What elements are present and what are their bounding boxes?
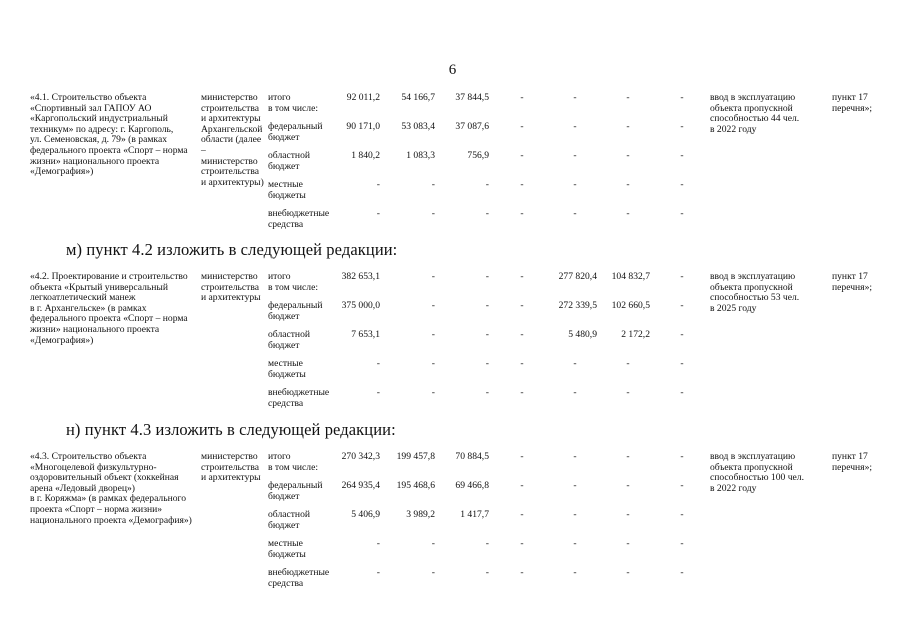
funding-value: - bbox=[431, 208, 435, 219]
funding-value: 90 171,0 bbox=[346, 121, 380, 132]
funding-value: - bbox=[573, 150, 577, 161]
funding-value: 70 884,5 bbox=[455, 451, 489, 462]
funding-value: - bbox=[680, 150, 684, 161]
funding-value: - bbox=[573, 387, 577, 398]
funding-value: 54 166,7 bbox=[401, 92, 435, 103]
funding-value: - bbox=[573, 92, 577, 103]
funding-value: - bbox=[485, 208, 489, 219]
funding-value: - bbox=[431, 329, 435, 340]
funding-source-label: областной бюджет bbox=[268, 150, 311, 172]
funding-value: - bbox=[680, 329, 684, 340]
funding-value: - bbox=[520, 480, 524, 491]
funding-value: 756,9 bbox=[467, 150, 489, 161]
list-reference: пункт 17 перечня»; bbox=[832, 451, 873, 473]
funding-source-label: внебюджетные средства bbox=[268, 567, 330, 589]
funding-source-label: внебюджетные средства bbox=[268, 208, 330, 230]
funding-value: - bbox=[431, 271, 435, 282]
funding-value: - bbox=[485, 567, 489, 578]
funding-source-label: итого в том числе: bbox=[268, 92, 319, 114]
funding-value: - bbox=[520, 358, 524, 369]
funding-value: - bbox=[376, 387, 380, 398]
funding-value: - bbox=[520, 92, 524, 103]
funding-value: 264 935,4 bbox=[341, 480, 380, 491]
funding-source-label: федеральный бюджет bbox=[268, 480, 323, 502]
funding-value: - bbox=[485, 300, 489, 311]
funding-value: - bbox=[520, 509, 524, 520]
funding-value: 5 406,9 bbox=[351, 509, 380, 520]
funding-value: 102 660,5 bbox=[611, 300, 650, 311]
funding-value: - bbox=[680, 480, 684, 491]
funding-value: 1 083,3 bbox=[406, 150, 435, 161]
funding-value: 92 011,2 bbox=[346, 92, 380, 103]
funding-value: 270 342,3 bbox=[341, 451, 380, 462]
funding-value: 37 844,5 bbox=[455, 92, 489, 103]
funding-value: - bbox=[376, 208, 380, 219]
object-description: «4.3. Строительство объекта «Многоцелевой физкультурно- оздоровительный объект (хоккейная арена «Ледовый дворец») в г. Коряжма» (в рамках федерального проекта «Спорт – норма жизни» национального проекта «Демография») bbox=[30, 451, 192, 526]
funding-value: - bbox=[680, 92, 684, 103]
funding-value: - bbox=[680, 121, 684, 132]
funding-value: 53 083,4 bbox=[401, 121, 435, 132]
funding-value: 375 000,0 bbox=[341, 300, 380, 311]
funding-value: - bbox=[573, 358, 577, 369]
funding-value: - bbox=[626, 509, 630, 520]
funding-value: 199 457,8 bbox=[396, 451, 435, 462]
object-description: «4.2. Проектирование и строительство объекта «Крытый универсальный легкоатлетический манеж в г. Архангельске» (в рамках федерального проекта «Спорт – норма жизни» национального проекта «Демография») bbox=[30, 271, 188, 346]
funding-value: - bbox=[680, 358, 684, 369]
funding-value: - bbox=[520, 538, 524, 549]
funding-value: - bbox=[626, 121, 630, 132]
funding-source-label: итого в том числе: bbox=[268, 271, 319, 293]
funding-value: - bbox=[520, 150, 524, 161]
funding-value: 272 339,5 bbox=[558, 300, 597, 311]
funding-value: - bbox=[573, 567, 577, 578]
funding-value: - bbox=[680, 300, 684, 311]
expected-result: ввод в эксплуатацию объекта пропускной способностью 100 чел. в 2022 году bbox=[710, 451, 804, 494]
funding-source-label: областной бюджет bbox=[268, 509, 311, 531]
funding-value: - bbox=[376, 358, 380, 369]
funding-value: - bbox=[680, 509, 684, 520]
funding-value: - bbox=[485, 179, 489, 190]
funding-value: - bbox=[626, 480, 630, 491]
funding-source-label: внебюджетные средства bbox=[268, 387, 330, 409]
funding-source-label: областной бюджет bbox=[268, 329, 311, 351]
funding-value: - bbox=[520, 121, 524, 132]
funding-value: - bbox=[376, 567, 380, 578]
funding-value: - bbox=[626, 92, 630, 103]
funding-value: 69 466,8 bbox=[455, 480, 489, 491]
funding-value: - bbox=[431, 538, 435, 549]
funding-value: - bbox=[680, 538, 684, 549]
funding-value: - bbox=[626, 179, 630, 190]
funding-value: 1 840,2 bbox=[351, 150, 380, 161]
funding-value: - bbox=[520, 451, 524, 462]
funding-value: - bbox=[626, 358, 630, 369]
funding-value: - bbox=[573, 121, 577, 132]
funding-value: - bbox=[520, 179, 524, 190]
funding-value: 277 820,4 bbox=[558, 271, 597, 282]
funding-source-label: федеральный бюджет bbox=[268, 300, 323, 322]
funding-source-label: местные бюджеты bbox=[268, 179, 306, 201]
funding-value: - bbox=[431, 567, 435, 578]
funding-value: 2 172,2 bbox=[621, 329, 650, 340]
funding-value: - bbox=[680, 271, 684, 282]
funding-value: - bbox=[626, 567, 630, 578]
funding-value: - bbox=[626, 387, 630, 398]
funding-source-label: итого в том числе: bbox=[268, 451, 319, 473]
funding-source-label: федеральный бюджет bbox=[268, 121, 323, 143]
section-heading: м) пункт 4.2 изложить в следующей редакции: bbox=[66, 240, 398, 259]
funding-value: - bbox=[680, 451, 684, 462]
funding-value: 3 989,2 bbox=[406, 509, 435, 520]
responsible-executor: министерство строительства и архитектуры bbox=[201, 271, 261, 304]
expected-result: ввод в эксплуатацию объекта пропускной способностью 53 чел. в 2025 году bbox=[710, 271, 800, 314]
funding-value: 5 480,9 bbox=[568, 329, 597, 340]
funding-value: - bbox=[485, 271, 489, 282]
funding-value: - bbox=[485, 329, 489, 340]
funding-value: - bbox=[520, 271, 524, 282]
funding-value: - bbox=[485, 387, 489, 398]
funding-value: - bbox=[431, 358, 435, 369]
object-description: «4.1. Строительство объекта «Спортивный зал ГАПОУ АО «Каргопольский индустриальный техникум» по адресу: г. Каргополь, ул. Семеновская, д. 79» (в рамках федерального проекта «Спорт – норма жизни» национального проекта «Демография») bbox=[30, 92, 188, 178]
funding-source-label: местные бюджеты bbox=[268, 538, 306, 560]
funding-value: - bbox=[680, 179, 684, 190]
funding-value: - bbox=[520, 567, 524, 578]
funding-value: - bbox=[680, 567, 684, 578]
funding-value: - bbox=[485, 538, 489, 549]
funding-value: 1 417,7 bbox=[460, 509, 489, 520]
expected-result: ввод в эксплуатацию объекта пропускной способностью 44 чел. в 2022 году bbox=[710, 92, 800, 135]
funding-value: 382 653,1 bbox=[341, 271, 380, 282]
funding-value: - bbox=[573, 480, 577, 491]
funding-value: - bbox=[573, 451, 577, 462]
responsible-executor: министерство строительства и архитектуры bbox=[201, 451, 261, 484]
funding-value: - bbox=[431, 387, 435, 398]
funding-value: - bbox=[376, 179, 380, 190]
funding-value: - bbox=[573, 179, 577, 190]
funding-value: - bbox=[626, 208, 630, 219]
list-reference: пункт 17 перечня»; bbox=[832, 271, 873, 293]
section-heading: н) пункт 4.3 изложить в следующей редакции: bbox=[66, 420, 396, 439]
funding-value: - bbox=[573, 538, 577, 549]
funding-value: - bbox=[626, 150, 630, 161]
funding-value: - bbox=[376, 538, 380, 549]
list-reference: пункт 17 перечня»; bbox=[832, 92, 873, 114]
funding-value: - bbox=[680, 387, 684, 398]
funding-value: - bbox=[485, 358, 489, 369]
funding-value: 195 468,6 bbox=[396, 480, 435, 491]
funding-source-label: местные бюджеты bbox=[268, 358, 306, 380]
responsible-executor: министерство строительства и архитектуры Архангельской области (далее – министерство строительства и архитектуры) bbox=[201, 92, 264, 188]
page-number: 6 bbox=[448, 62, 457, 78]
funding-value: - bbox=[680, 208, 684, 219]
funding-value: - bbox=[573, 509, 577, 520]
funding-value: - bbox=[626, 451, 630, 462]
funding-value: - bbox=[431, 179, 435, 190]
funding-value: - bbox=[431, 300, 435, 311]
funding-value: - bbox=[520, 208, 524, 219]
funding-value: - bbox=[520, 329, 524, 340]
funding-value: - bbox=[520, 387, 524, 398]
funding-value: 37 087,6 bbox=[455, 121, 489, 132]
funding-value: - bbox=[573, 208, 577, 219]
funding-value: 7 653,1 bbox=[351, 329, 380, 340]
funding-value: - bbox=[520, 300, 524, 311]
funding-value: 104 832,7 bbox=[611, 271, 650, 282]
funding-value: - bbox=[626, 538, 630, 549]
